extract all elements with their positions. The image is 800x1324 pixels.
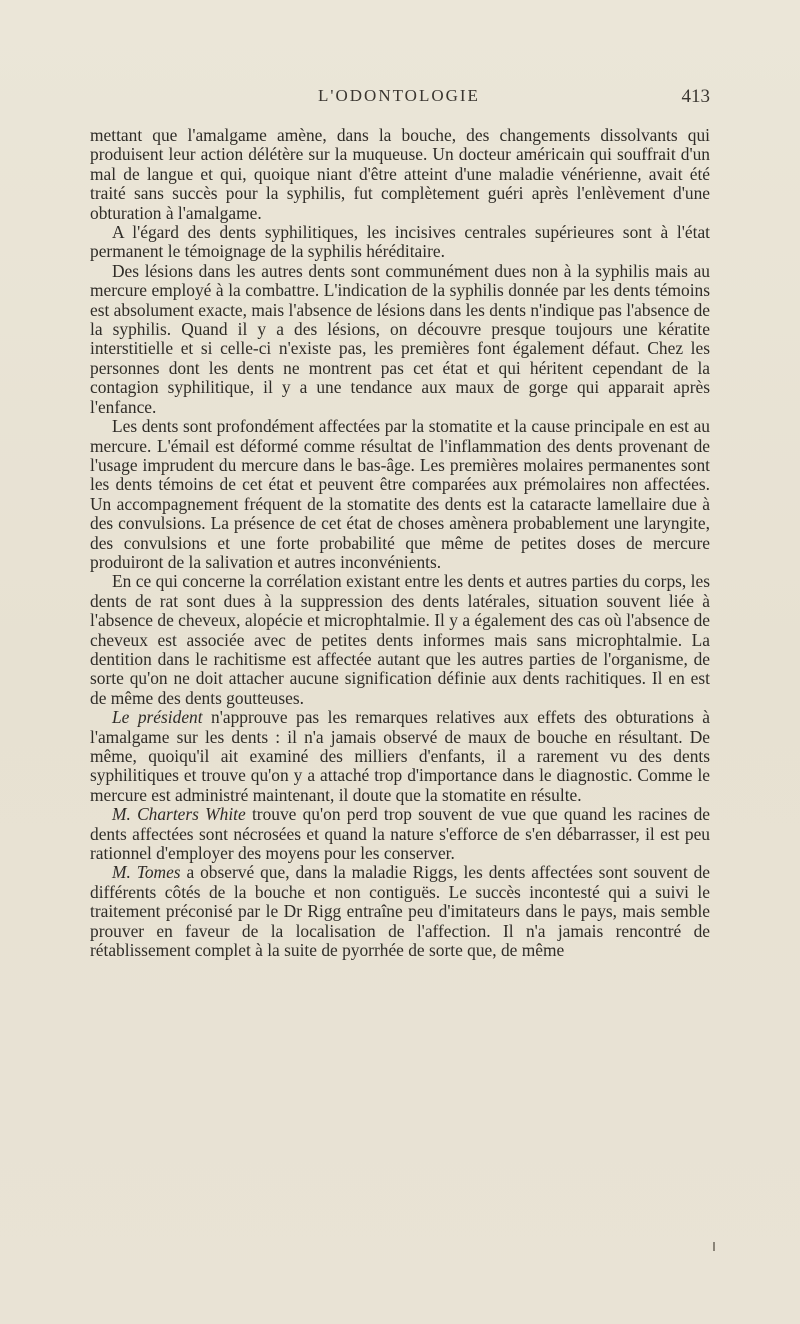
page-header bbox=[88, 86, 710, 110]
paragraph bbox=[90, 708, 710, 805]
paragraph-text: n'approuve pas les remarques relatives aux effets des obturations à l'amalgame sur les dents : il n'a jamais observé de maux de bouche en résultant. De même, quoiqu'il ait examiné des milliers d'enfants, il a rarement vu des dents syphilitiques et trouve qu'on y a attaché trop d'importance dans le diagnostic. Comme le mercure est administré maintenant, il doute que la stomatite en résulte. bbox=[90, 707, 711, 805]
ink-speck bbox=[713, 1242, 715, 1251]
paragraph-text: mettant que l'amalgame amène, dans la bouche, des changements dissolvants qui produisent leur action délétère sur la muqueuse. Un docteur américain qui souffrait d'un mal de langue et qui, quoique niant d'être atteint d'une maladie vénérienne, avait été traité sans succès pour la syphilis, fut complètement guéri après l'enlèvement d'une obturation à l'amalgame. bbox=[90, 125, 710, 223]
speaker-name: M. Charters White bbox=[112, 804, 246, 825]
paragraph bbox=[90, 262, 710, 417]
running-title: L'ODONTOLOGIE bbox=[318, 86, 480, 105]
paragraph bbox=[90, 572, 710, 708]
speaker-name: M. Tomes bbox=[112, 862, 181, 883]
paragraph-text: Des lésions dans les autres dents sont communément dues non à la syphilis mais au mercure employé à la combattre. L'indication de la syphilis donnée par les dents témoins est absolument exacte, mais l'absence de lésions dans les dents n'indique pas l'absence de la syphilis. Quand il y a des lésions, on découvre presque toujours une kératite interstitielle et si celle-ci n'existe pas, les premières font également défaut. Chez les personnes dont les dents ne montrent pas cet état et qui héritent cependant de la contagion syphilitique, il y a une tendance aux maux de gorge qui apparait après l'enfance. bbox=[90, 260, 710, 417]
body-text bbox=[90, 126, 710, 960]
speaker-name: Le président bbox=[112, 707, 203, 728]
paragraph bbox=[90, 417, 710, 572]
paragraph-text: trouve qu'on perd trop souvent de vue que quand les racines de dents affectées sont nécrosées et quand la nature s'efforce de s'en débarrasser, il est peu rationnel d'employer des moyens pour les conserver. bbox=[90, 804, 711, 864]
paragraph bbox=[90, 223, 710, 262]
paragraph-text: A l'égard des dents syphilitiques, les incisives centrales supérieures sont à l'état permanent le témoignage de la syphilis héréditaire. bbox=[90, 222, 710, 262]
paragraph bbox=[90, 126, 710, 223]
paragraph bbox=[90, 863, 710, 960]
paragraph-text: Les dents sont profondément affectées par la stomatite et la cause principale en est au mercure. L'émail est déformé comme résultat de l'inflammation des dents provenant de l'usage imprudent du mercure dans le bas-âge. Les premières molaires permanentes sont les dents témoins de cet état et peuvent être comparées aux prémolaires non affectées. Un accompagnement fréquent de la stomatite des dents est la cataracte lamellaire due à des convulsions. La présence de cet état de choses amènera probablement une laryngite, des convulsions et une forte probabilité que même de petites doses de mercure produiront de la salivation et autres inconvénients. bbox=[90, 416, 710, 572]
page-number: 413 bbox=[681, 86, 710, 107]
paragraph-text: a observé que, dans la maladie Riggs, les dents affectées sont souvent de différents côtés de la bouche et non contiguës. Le succès incontesté qui a suivi le traitement préconisé par le Dr Rigg entraîne peu d'imitateurs dans le pays, mais semble prouver en faveur de la localisation de l'affection. Il n'a jamais rencontré de rétablissement complet à la suite de pyorrhée de sorte que, de même bbox=[90, 862, 710, 961]
paragraph-text: En ce qui concerne la corrélation existant entre les dents et autres parties du corps, les dents de rat sont dues à la suppression des dents latérales, situation souvent liée à l'absence de cheveux, alopécie et microphtalmie. Il y a également des cas où l'absence de cheveux est associée avec de petites dents informes mais sans microphtalmie. La dentition dans le rachitisme est affectée autant que les autres parties de l'organisme, de sorte qu'on ne doit attacher aucune signification définie aux dents rachitiques. Il en est de même des dents goutteuses. bbox=[90, 571, 710, 708]
paragraph bbox=[90, 805, 710, 863]
